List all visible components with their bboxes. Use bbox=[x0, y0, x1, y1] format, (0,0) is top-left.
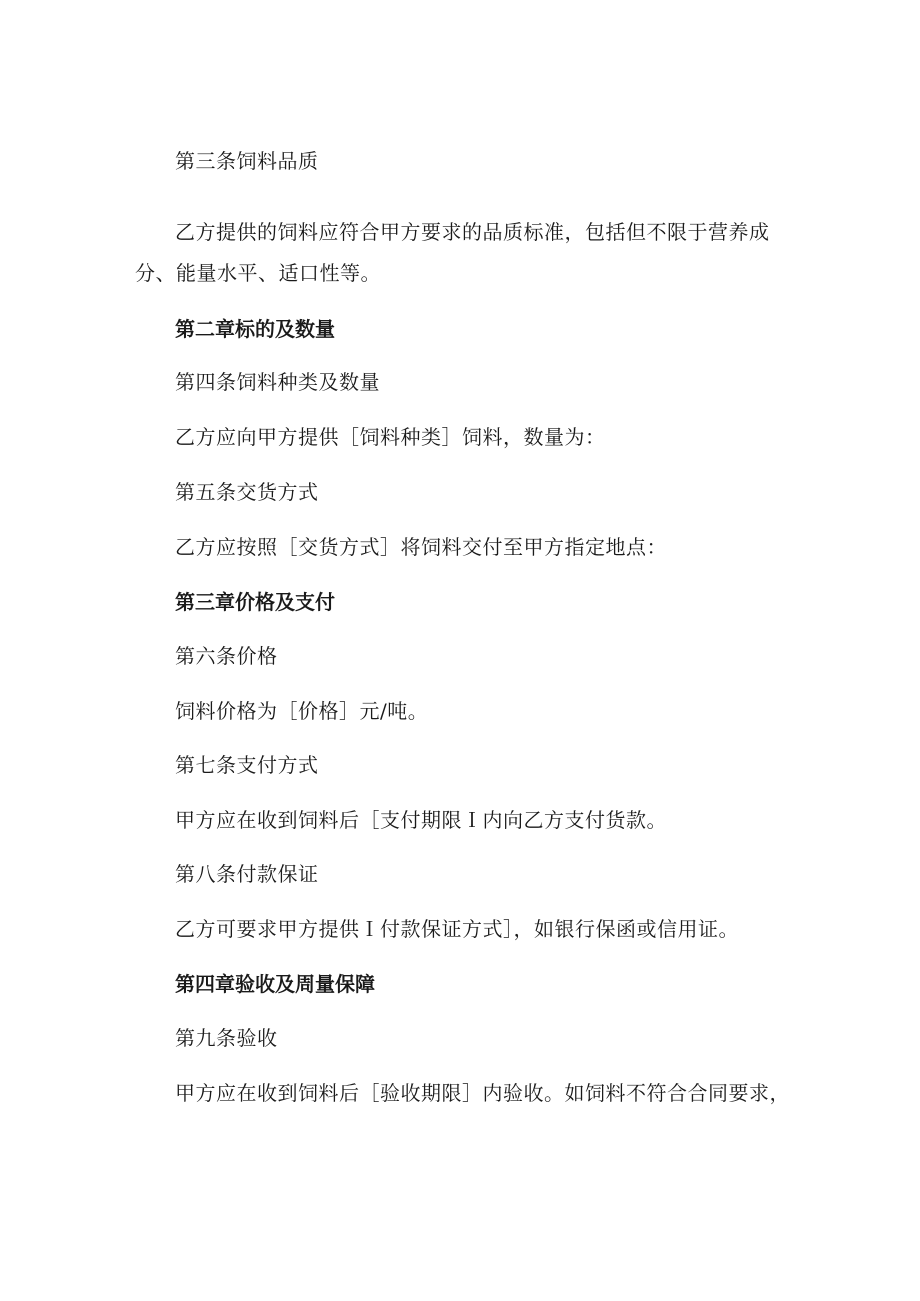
article-4-text: 乙方应向甲方提供［饲料种类］饲料，数量为： bbox=[175, 425, 606, 449]
article-6-text: 饲料价格为［价格］元/吨。 bbox=[175, 699, 429, 723]
article-5-text: 乙方应按照［交货方式］将饲料交付至甲方指定地点： bbox=[175, 535, 667, 559]
article-8-title: 第八条付款保证 bbox=[175, 862, 319, 886]
article-3-text-line2: 分、能量水平、适口性等。 bbox=[135, 261, 381, 285]
article-6-title: 第六条价格 bbox=[175, 644, 278, 668]
chapter-2-heading: 第二章标的及数量 bbox=[175, 317, 335, 341]
article-7-text: 甲方应在收到饲料后［支付期限Ｉ内向乙方支付货款。 bbox=[175, 808, 667, 832]
article-9-text: 甲方应在收到饲料后［验收期限］内验收。如饲料不符合合同要求， bbox=[175, 1081, 790, 1105]
article-3-title: 第三条饲料品质 bbox=[175, 149, 319, 173]
article-4-title: 第四条饲料种类及数量 bbox=[175, 370, 380, 394]
article-8-text: 乙方可要求甲方提供Ｉ付款保证方式］，如银行保函或信用证。 bbox=[175, 917, 739, 941]
chapter-4-heading: 第四章验收及周量保障 bbox=[175, 972, 375, 996]
article-9-title: 第九条验收 bbox=[175, 1026, 278, 1050]
article-5-title: 第五条交货方式 bbox=[175, 480, 319, 504]
article-7-title: 第七条支付方式 bbox=[175, 753, 319, 777]
article-3-text-line1: 乙方提供的饲料应符合甲方要求的品质标准，包括但不限于营养成 bbox=[175, 220, 770, 244]
chapter-3-heading: 第三章价格及支付 bbox=[175, 590, 335, 614]
